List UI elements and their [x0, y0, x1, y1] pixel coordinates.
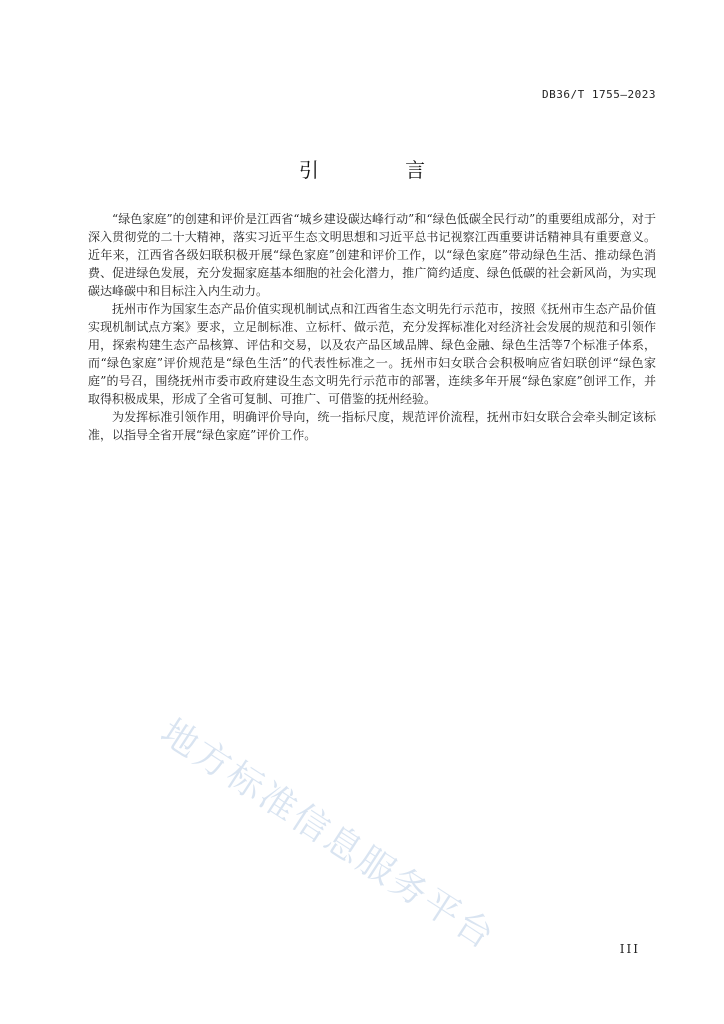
- paragraph-3: 为发挥标准引领作用，明确评价导向，统一指标尺度，规范评价流程，抚州市妇女联合会牵头制定该标准，以指导全省开展“绿色家庭”评价工作。: [88, 410, 656, 442]
- document-code: DB36/T 1755—2023: [542, 88, 656, 101]
- body-text: [88, 210, 656, 444]
- paragraph-2: 抚州市作为国家生态产品价值实现机制试点和江西省生态文明先行示范市，按照《抚州市生态产品价值实现机制试点方案》要求，立足制标准、立标杆、做示范，充分发挥标准化对经济社会发展的规范和引领作用，探索构建生态产品核算、评估和交易，以及农产品区域品牌、绿色金融、绿色生活等7个标准子体系，而“绿色家庭”评价规范是“绿色生活”的代表性标准之一。抚州市妇女联合会积极响应省妇联创评“绿色家庭”的号召，围绕抚州市委市政府建设生态文明先行示范市的部署，连续多年开展“绿色家庭”创评工作，并取得积极成果，形成了全省可复制、可推广、可借鉴的抚州经验。: [88, 302, 656, 406]
- page-number: III: [619, 942, 640, 956]
- watermark: 地方标准信息服务平台: [153, 711, 503, 959]
- section-title: 引 言: [298, 158, 466, 182]
- paragraph-1: “绿色家庭”的创建和评价是江西省“城乡建设碳达峰行动”和“绿色低碳全民行动”的重要组成部分，对于深入贯彻党的二十大精神，落实习近平生态文明思想和习近平总书记视察江西重要讲话精神具有重要意义。近年来，江西省各级妇联积极开展“绿色家庭”创建和评价工作，以“绿色家庭”带动绿色生活、推动绿色消费、促进绿色发展，充分发掘家庭基本细胞的社会化潜力，推广简约适度、绿色低碳的社会新风尚，为实现碳达峰碳中和目标注入内生动力。: [88, 212, 656, 298]
